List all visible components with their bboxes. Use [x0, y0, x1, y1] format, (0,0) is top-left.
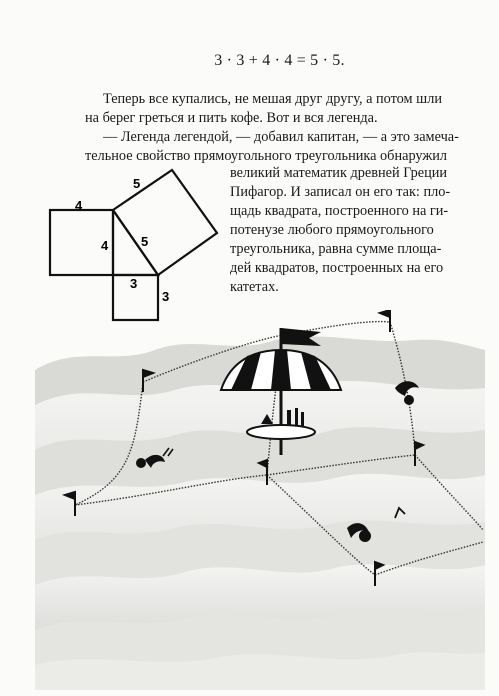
paragraph-line: Теперь все купались, не мешая друг другу, а потом шли — [103, 91, 442, 107]
label-bottom-square: 3 — [162, 289, 170, 304]
label-bottom-leg: 3 — [130, 276, 138, 291]
paragraph-line: тельное свойство прямоугольного треугольника обнаружил — [85, 148, 448, 164]
paragraph-line: катетах. — [230, 279, 279, 295]
paragraph-line: потенузе любого прямоугольного — [230, 222, 434, 238]
beach-illustration — [35, 310, 485, 690]
label-top-square: 5 — [133, 176, 141, 191]
paragraph-legend — [85, 90, 485, 128]
paragraph-line: — Легенда легендой, — добавил капитан, — а это замеча- — [103, 129, 459, 145]
paragraph-line: великий математик древней Греции — [230, 165, 448, 181]
label-hypotenuse: 5 — [141, 234, 149, 249]
paragraph-line: на берег греться и пить кофе. Вот и вся легенда. — [85, 110, 378, 126]
label-left-square: 4 — [75, 198, 83, 213]
paragraph-pythagoras — [230, 164, 485, 297]
hypotenuse-square — [113, 170, 217, 275]
label-inner-leg: 4 — [101, 238, 109, 253]
paragraph-line: треугольника, равна сумме площа- — [230, 241, 442, 257]
paragraph-line: дей квадратов, построенных на его — [230, 260, 444, 276]
pythagoras-diagram — [45, 160, 225, 325]
pythagorean-formula: 3 · 3 + 4 · 4 = 5 · 5. — [214, 52, 345, 69]
paragraph-line: Пифагор. И записал он его так: пло- — [230, 184, 451, 200]
paragraph-line: щадь квадрата, построенного на ги- — [230, 203, 449, 219]
